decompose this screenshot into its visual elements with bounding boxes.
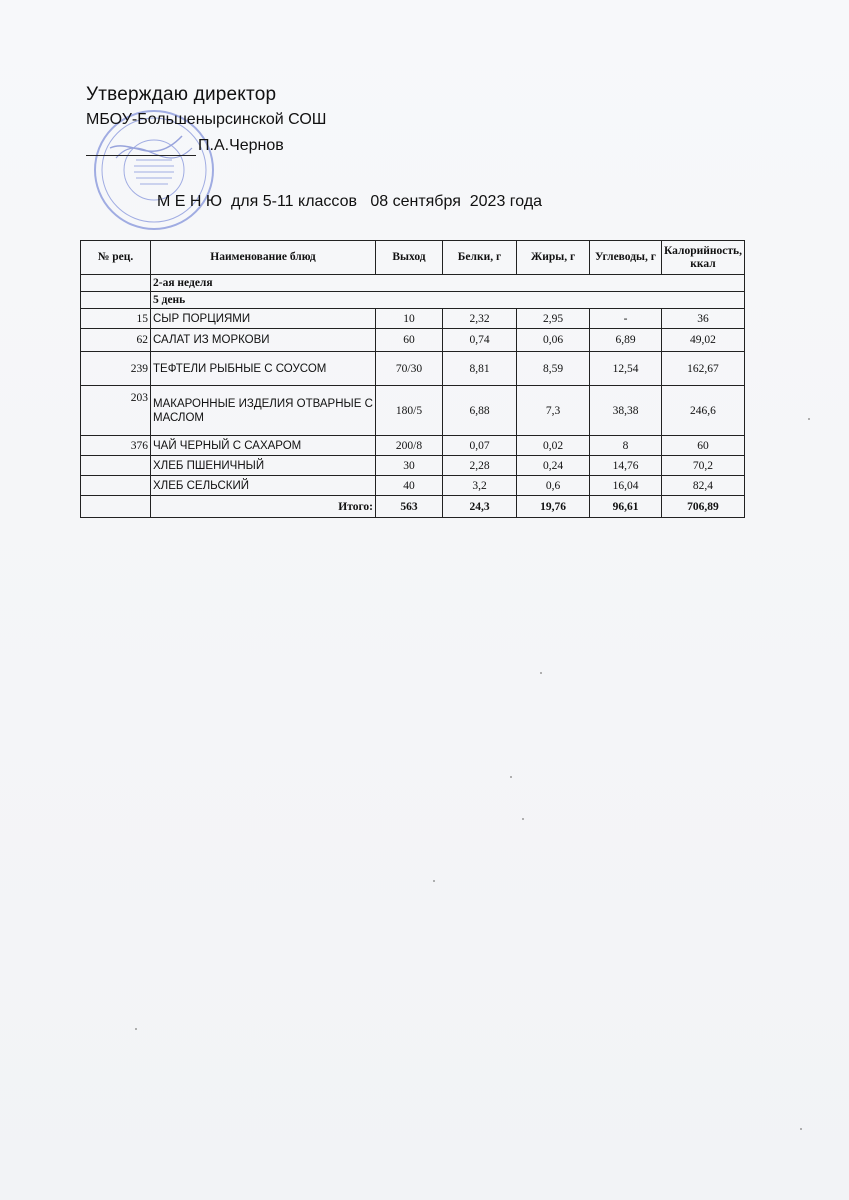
cell-name: МАКАРОННЫЕ ИЗДЕЛИЯ ОТВАРНЫЕ С МАСЛОМ — [151, 386, 376, 436]
header-kcal: Калорийность, ккал — [662, 241, 745, 275]
signature-underline — [86, 155, 196, 156]
cell-name: ТЕФТЕЛИ РЫБНЫЕ С СОУСОМ — [151, 352, 376, 386]
cell-name: СЫР ПОРЦИЯМИ — [151, 309, 376, 329]
day-row — [81, 292, 745, 309]
cell-rec — [81, 476, 151, 496]
cell-fat: 8,59 — [517, 352, 590, 386]
cell-fat: 0,24 — [517, 456, 590, 476]
cell-kcal: 60 — [662, 436, 745, 456]
menu-table — [80, 240, 745, 518]
approval-signature-line — [86, 136, 326, 156]
cell-rec: 376 — [81, 436, 151, 456]
total-protein: 24,3 — [443, 496, 517, 518]
week-label: 2-ая неделя — [151, 275, 745, 292]
director-name: П.А.Чернов — [198, 137, 284, 154]
header-carbs: Углеводы, г — [590, 241, 662, 275]
approval-block — [86, 84, 326, 156]
cell-name: САЛАТ ИЗ МОРКОВИ — [151, 329, 376, 352]
total-label: Итого: — [151, 496, 376, 518]
cell-fat: 2,95 — [517, 309, 590, 329]
cell-carbs: 38,38 — [590, 386, 662, 436]
day-label: 5 день — [151, 292, 745, 309]
cell-protein: 3,2 — [443, 476, 517, 496]
table-row — [81, 436, 745, 456]
day-row-empty — [81, 292, 151, 309]
menu-title: М Е Н Ю для 5-11 классов 08 сентября 2023 года — [157, 193, 543, 210]
header-rec: № рец. — [81, 241, 151, 275]
total-yield: 563 — [376, 496, 443, 518]
cell-rec: 239 — [81, 352, 151, 386]
cell-fat: 0,6 — [517, 476, 590, 496]
cell-rec: 15 — [81, 309, 151, 329]
cell-yield: 10 — [376, 309, 443, 329]
cell-carbs: 8 — [590, 436, 662, 456]
cell-yield: 30 — [376, 456, 443, 476]
table-row — [81, 309, 745, 329]
cell-protein: 2,32 — [443, 309, 517, 329]
cell-carbs: 12,54 — [590, 352, 662, 386]
table-row — [81, 386, 745, 436]
cell-kcal: 36 — [662, 309, 745, 329]
cell-fat: 7,3 — [517, 386, 590, 436]
cell-protein: 0,07 — [443, 436, 517, 456]
cell-protein: 2,28 — [443, 456, 517, 476]
cell-protein: 8,81 — [443, 352, 517, 386]
table-row — [81, 329, 745, 352]
approval-line-2: МБОУ-Большенырсинской СОШ — [86, 111, 327, 128]
approval-line-1: Утверждаю директор — [86, 84, 277, 105]
header-yield: Выход — [376, 241, 443, 275]
table-row — [81, 476, 745, 496]
total-kcal: 706,89 — [662, 496, 745, 518]
cell-protein: 6,88 — [443, 386, 517, 436]
table-row — [81, 456, 745, 476]
cell-name: ХЛЕБ СЕЛЬСКИЙ — [151, 476, 376, 496]
total-fat: 19,76 — [517, 496, 590, 518]
header-name: Наименование блюд — [151, 241, 376, 275]
table-header-row — [81, 241, 745, 275]
cell-kcal: 70,2 — [662, 456, 745, 476]
cell-kcal: 49,02 — [662, 329, 745, 352]
cell-fat: 0,02 — [517, 436, 590, 456]
week-row — [81, 275, 745, 292]
cell-rec: 62 — [81, 329, 151, 352]
header-protein: Белки, г — [443, 241, 517, 275]
cell-name: ЧАЙ ЧЕРНЫЙ С САХАРОМ — [151, 436, 376, 456]
cell-rec: 203 — [81, 386, 151, 436]
cell-yield: 200/8 — [376, 436, 443, 456]
cell-carbs: 16,04 — [590, 476, 662, 496]
total-empty — [81, 496, 151, 518]
cell-yield: 40 — [376, 476, 443, 496]
table-row — [81, 352, 745, 386]
cell-carbs: 6,89 — [590, 329, 662, 352]
cell-yield: 70/30 — [376, 352, 443, 386]
header-fat: Жиры, г — [517, 241, 590, 275]
cell-kcal: 162,67 — [662, 352, 745, 386]
total-carbs: 96,61 — [590, 496, 662, 518]
cell-kcal: 82,4 — [662, 476, 745, 496]
cell-kcal: 246,6 — [662, 386, 745, 436]
week-row-empty — [81, 275, 151, 292]
cell-carbs: 14,76 — [590, 456, 662, 476]
cell-rec — [81, 456, 151, 476]
cell-protein: 0,74 — [443, 329, 517, 352]
cell-yield: 60 — [376, 329, 443, 352]
cell-carbs: - — [590, 309, 662, 329]
total-row — [81, 496, 745, 518]
cell-name: ХЛЕБ ПШЕНИЧНЫЙ — [151, 456, 376, 476]
cell-yield: 180/5 — [376, 386, 443, 436]
cell-fat: 0,06 — [517, 329, 590, 352]
